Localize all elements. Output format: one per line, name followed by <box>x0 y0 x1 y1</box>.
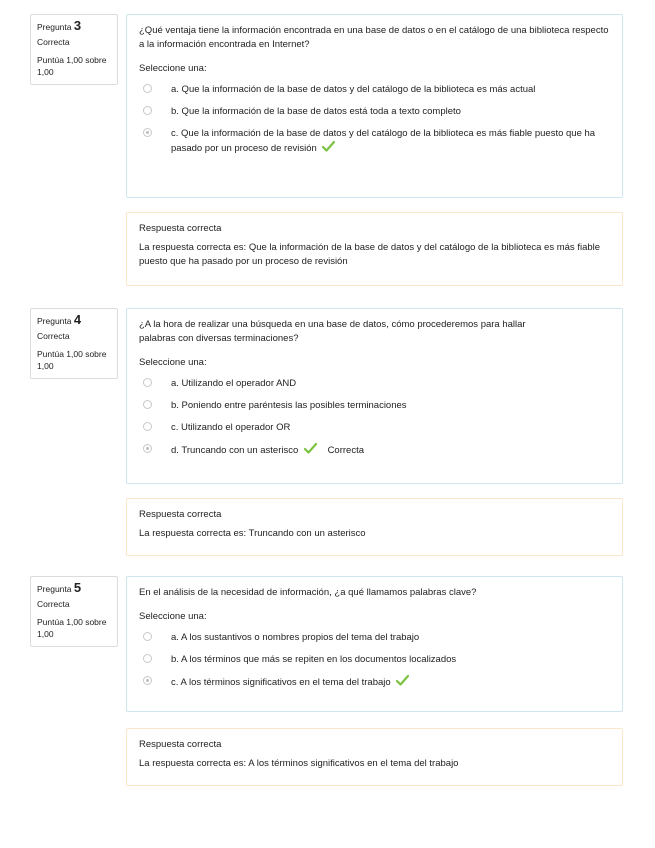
inline-feedback: Correcta <box>327 445 364 456</box>
answer-option[interactable]: d. Truncando con un asterisco Correcta <box>139 440 610 463</box>
radio-button-selected[interactable] <box>143 128 152 137</box>
feedback-4 <box>126 498 623 556</box>
question-content-5 <box>126 576 623 712</box>
feedback-3 <box>126 212 623 286</box>
question-info-3 <box>30 14 118 85</box>
question-grade: Puntúa 1,00 sobre 1,00 <box>37 349 107 371</box>
question-state: Correcta <box>37 599 70 609</box>
radio-button[interactable] <box>143 378 152 387</box>
question-info-5 <box>30 576 118 647</box>
answer-option[interactable]: c. Que la información de la base de datos y del catálogo de la biblioteca es más fiable puesto que ha pasado por un proceso de revisión <box>139 124 610 161</box>
feedback-5 <box>126 728 623 786</box>
question-text: ¿A la hora de realizar una búsqueda en una base de datos, cómo procederemos para hallar palabras con diversas terminaciones? <box>139 319 526 344</box>
radio-button[interactable] <box>143 84 152 93</box>
answer-prompt: Seleccione una: <box>139 63 207 74</box>
correct-answer-text: La respuesta correcta es: Que la información de la base de datos y del catálogo de la biblioteca es más fiable puesto que ha pasado por un proceso de revisión <box>139 242 601 267</box>
question-number: Pregunta 5 <box>37 580 82 595</box>
answer-option[interactable]: a. A los sustantivos o nombres propios del tema del trabajo <box>139 628 610 650</box>
correct-answer-text: La respuesta correcta es: Truncando con un asterisco <box>139 528 366 539</box>
question-info-4 <box>30 308 118 379</box>
radio-button[interactable] <box>143 106 152 115</box>
answer-prompt: Seleccione una: <box>139 611 207 622</box>
radio-button[interactable] <box>143 400 152 409</box>
question-number: Pregunta 3 <box>37 18 82 33</box>
correct-answer-text: La respuesta correcta es: A los términos significativos en el tema del trabajo <box>139 758 459 769</box>
radio-button-selected[interactable] <box>143 676 152 685</box>
question-content-4 <box>126 308 623 484</box>
question-grade: Puntúa 1,00 sobre 1,00 <box>37 55 107 77</box>
answer-option[interactable]: b. Poniendo entre paréntesis las posibles terminaciones <box>139 396 610 418</box>
feedback-title: Respuesta correcta <box>139 223 222 234</box>
question-text: En el análisis de la necesidad de información, ¿a qué llamamos palabras clave? <box>139 587 477 598</box>
question-state: Correcta <box>37 37 70 47</box>
radio-button[interactable] <box>143 632 152 641</box>
radio-button[interactable] <box>143 654 152 663</box>
answer-option[interactable]: b. A los términos que más se repiten en los documentos localizados <box>139 650 610 672</box>
question-number: Pregunta 4 <box>37 312 82 327</box>
checkmark-icon <box>396 675 409 686</box>
feedback-title: Respuesta correcta <box>139 739 222 750</box>
question-grade: Puntúa 1,00 sobre 1,00 <box>37 617 107 639</box>
answer-prompt: Seleccione una: <box>139 357 207 368</box>
answer-option[interactable]: c. A los términos significativos en el tema del trabajo <box>139 672 610 695</box>
radio-button-selected[interactable] <box>143 444 152 453</box>
answer-option[interactable]: a. Que la información de la base de datos y del catálogo de la biblioteca es más actual <box>139 80 610 102</box>
answer-option[interactable]: b. Que la información de la base de datos está toda a texto completo <box>139 102 610 124</box>
question-state: Correcta <box>37 331 70 341</box>
checkmark-icon <box>322 141 335 152</box>
question-text: ¿Qué ventaja tiene la información encontrada en una base de datos o en el catálogo de una biblioteca respecto a la información encontrada en Internet? <box>139 25 609 50</box>
question-content-3 <box>126 14 623 198</box>
answer-option[interactable]: a. Utilizando el operador AND <box>139 374 610 396</box>
feedback-title: Respuesta correcta <box>139 509 222 520</box>
checkmark-icon <box>304 443 317 454</box>
radio-button[interactable] <box>143 422 152 431</box>
answer-option[interactable]: c. Utilizando el operador OR <box>139 418 610 440</box>
